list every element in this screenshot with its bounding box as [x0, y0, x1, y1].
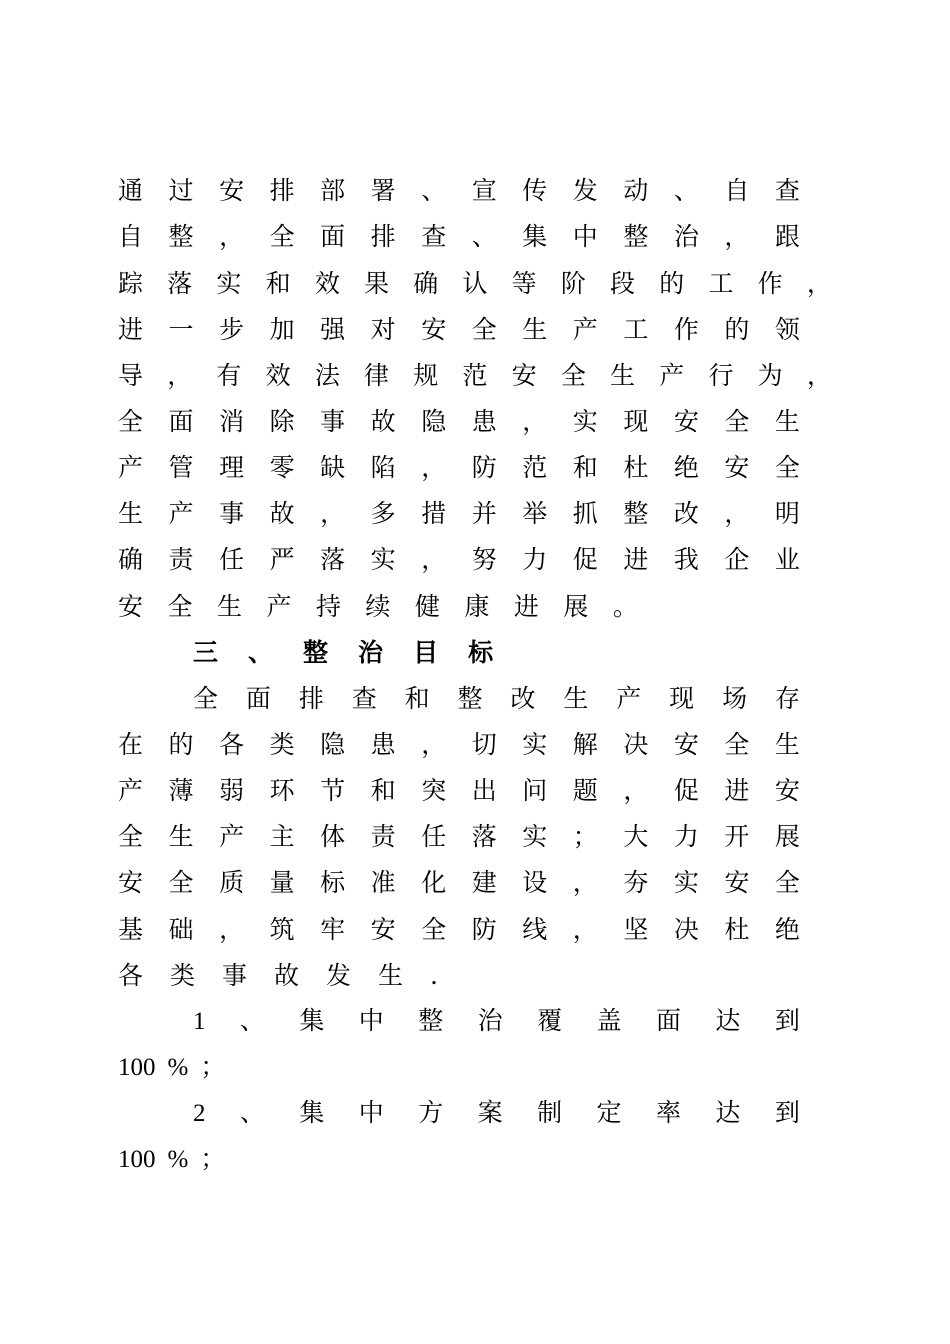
- paragraph-line: 全 面 消 除 事 故 隐 患 ， 实 现 安 全 生: [118, 407, 800, 436]
- paragraph-line: 产 薄 弱 环 节 和 突 出 问 题 ， 促 进 安: [118, 776, 800, 805]
- target-item-2: 2 、 集 中 方 案 制 定 率 达 到: [193, 1100, 800, 1127]
- paragraph-line: 全 面 排 查 和 整 改 生 产 现 场 存: [193, 684, 800, 713]
- paragraph-line: 安 全 质 量 标 准 化 建 设 ， 夯 实 安 全: [118, 868, 800, 897]
- paragraph-line: 全 生 产 主 体 责 任 落 实 ； 大 力 开 展: [118, 822, 800, 851]
- target-item-1-value: 100 % ；: [118, 1054, 226, 1081]
- paragraph-line: 自 整 ， 全 面 排 查 、 集 中 整 治 ， 跟: [118, 222, 800, 251]
- paragraph-line: 确 责 任 严 落 实 ， 努 力 促 进 我 企 业: [118, 545, 800, 574]
- paragraph-line: 基 础 ， 筑 牢 安 全 防 线 ， 坚 决 杜 绝: [118, 915, 800, 944]
- paragraph-line: 通 过 安 排 部 署 、 宣 传 发 动 、 自 查: [118, 176, 800, 205]
- paragraph-line: 导 ， 有 效 法 律 规 范 安 全 生 产 行 为 ，: [118, 361, 832, 390]
- paragraph-line: 安 全 生 产 持 续 健 康 进 展 。: [118, 592, 638, 621]
- target-item-2-value: 100 % ；: [118, 1146, 226, 1173]
- target-item-1: 1 、 集 中 整 治 覆 盖 面 达 到: [193, 1008, 800, 1035]
- paragraph-line: 踪 落 实 和 效 果 确 认 等 阶 段 的 工 作 ，: [118, 269, 832, 298]
- paragraph-line: 在 的 各 类 隐 患 ， 切 实 解 决 安 全 生: [118, 730, 800, 759]
- paragraph-line: 各 类 事 故 发 生 .: [118, 961, 438, 990]
- paragraph-line: 生 产 事 故 ， 多 措 并 举 抓 整 改 ， 明: [118, 499, 800, 528]
- paragraph-line: 产 管 理 零 缺 陷 ， 防 范 和 杜 绝 安 全: [118, 453, 800, 482]
- section-heading: 三 、 整 治 目 标: [193, 638, 494, 667]
- paragraph-line: 进 一 步 加 强 对 安 全 生 产 工 作 的 领: [118, 315, 800, 344]
